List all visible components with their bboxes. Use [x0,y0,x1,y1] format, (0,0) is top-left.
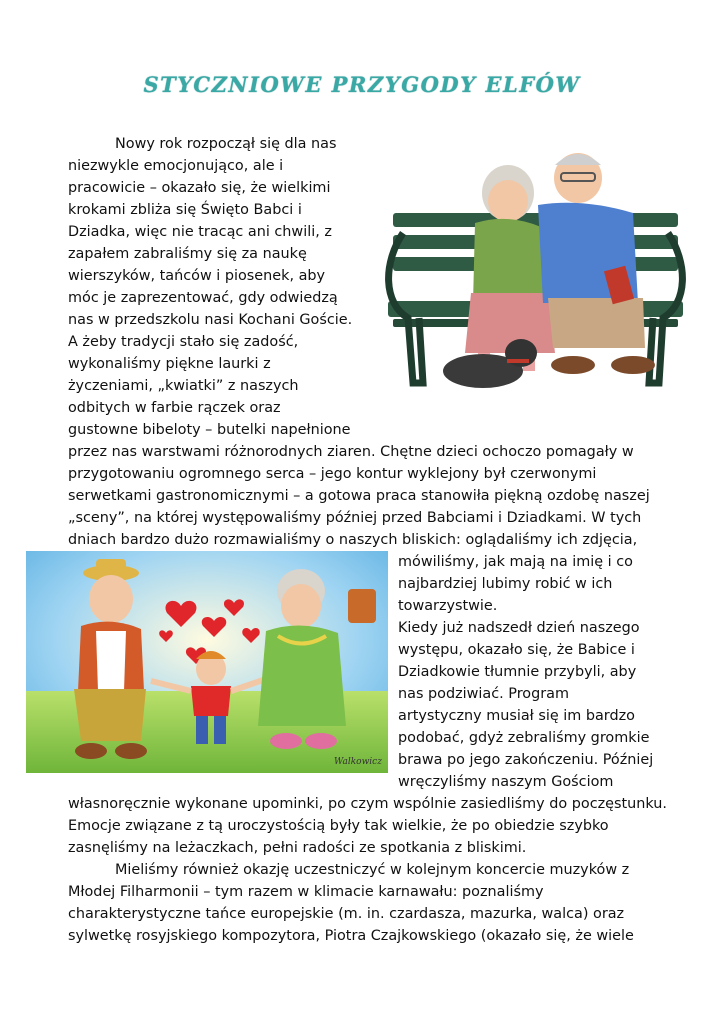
paragraph-line: mówiliśmy, jak mają na imię i co [398,554,633,570]
paragraph-line: życzeniami, „kwiatki” z naszych [68,378,299,394]
paragraph-line: dniach bardzo dużo rozmawialiśmy o naszych bliskich: oglądaliśmy ich zdjęcia, [68,532,638,548]
paragraph-line: przygotowaniu ogromnego serca – jego kontur wyklejony był czerwonymi [68,466,597,482]
grandparents-on-bench-illustration [383,143,689,403]
paragraph-line: Nowy rok rozpoczął się dla nas [115,136,337,152]
paragraph-line: krokami zbliża się Święto Babci i [68,202,302,218]
paragraph-line: występu, okazało się, że Babice i [398,642,635,658]
paragraph-line: sylwetkę rosyjskiego kompozytora, Piotra Czajkowskiego (okazało się, że wiele [68,928,634,944]
grandparents-with-child-hearts-illustration [26,551,388,773]
signature-text: Walkowicz [334,757,382,767]
paragraph-line: przez nas warstwami różnorodnych ziaren. Chętne dzieci ochoczo pomagały w [68,444,634,460]
paragraph-line: Emocje związane z tą uroczystością były tak wielkie, że po obiedzie szybko [68,818,609,834]
paragraph-line: serwetkami gastronomicznymi – a gotowa praca stanowiła piękną ozdobę naszej [68,488,650,504]
paragraph-line: nas w przedszkolu nasi Kochani Goście. [68,312,353,328]
paragraph-line: artystyczny musiał się im bardzo [398,708,635,724]
paragraph-line: pracowicie – okazało się, że wielkimi [68,180,331,196]
paragraph-line: zapałem zabraliśmy się za naukę [68,246,307,262]
paragraph-line: brawa po jego zakończeniu. Później [398,752,654,768]
paragraph-line: Młodej Filharmonii – tym razem w klimacie karnawału: poznaliśmy [68,884,544,900]
paragraph-line: móc je zaprezentować, gdy odwiedzą [68,290,338,306]
paragraph-line: własnoręcznie wykonane upominki, po czym wspólnie zasiedliśmy do poczęstunku. [68,796,667,812]
paragraph-line: „sceny”, na której występowaliśmy później przed Babciami i Dziadkami. W tych [68,510,642,526]
paragraph-line: A żeby tradycji stało się zadość, [68,334,299,350]
paragraph-line: podobać, gdyż zebraliśmy gromkie [398,730,650,746]
paragraph-line: najbardziej lubimy robić w ich [398,576,613,592]
paragraph-line: Kiedy już nadszedł dzień naszego [398,620,640,636]
paragraph-line: niezwykle emocjonująco, ale i [68,158,284,174]
paragraph-line: Mieliśmy również okazję uczestniczyć w kolejnym koncercie muzyków z [115,862,630,878]
paragraph-line: nas podziwiać. Program [398,686,570,702]
paragraph-line: gustowne bibeloty – butelki napełnione [68,422,351,438]
paragraph-line: charakterystyczne tańce europejskie (m. in. czardasza, mazurka, walca) oraz [68,906,625,922]
page-title: STYCZNIOWE PRZYGODY ELFÓW [143,72,581,97]
paragraph-line: wręczyliśmy naszym Gościom [398,774,614,790]
paragraph-line: zasnęliśmy na leżaczkach, pełni radości ze spotkania z bliskimi. [68,840,527,856]
paragraph-line: Dziadka, więc nie tracąc ani chwili, z [68,224,332,240]
paragraph-line: wierszyków, tańców i piosenek, aby [68,268,326,284]
paragraph-line: Dziadkowie tłumnie przybyli, aby [398,664,637,680]
paragraph-line: wykonaliśmy piękne laurki z [68,356,271,372]
paragraph-line: towarzystwie. [398,598,498,614]
paragraph-line: odbitych w farbie rączek oraz [68,400,281,416]
